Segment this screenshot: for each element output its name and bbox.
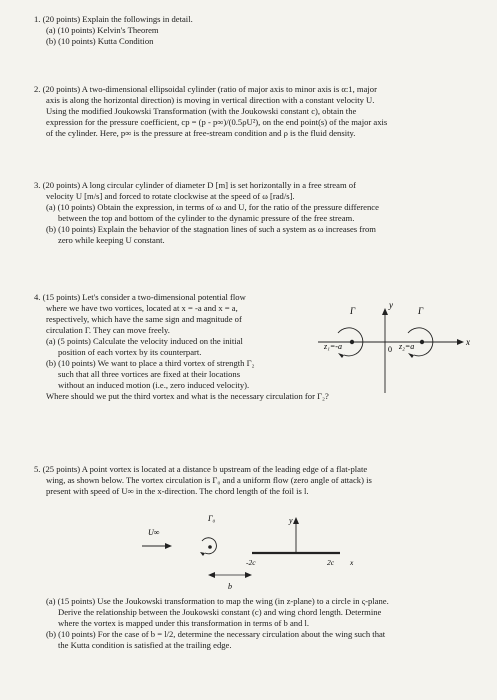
q3-line-2: velocity U [m/s] and forced to rotate clockwise at the speed of ω [rad/s]. (46, 191, 295, 201)
q2-line-1: 2. (20 points) A two-dimensional ellipsoidal cylinder (ratio of major axis to minor axis is α:1, major (34, 84, 377, 94)
x-axis-arrowhead (457, 339, 464, 345)
q4-line-1: 4. (15 points) Let's consider a two-dimensional potential flow (34, 292, 246, 302)
origin-label: 0 (388, 345, 392, 354)
q5-part-b: (b) (10 points) For the case of b = l/2, determine the necessary circulation about the wing such that (46, 629, 386, 639)
left-vortex-gamma: Γ (350, 306, 356, 316)
q2-line-3: Using the modified Joukowski Transformation (with the Joukowski constant c), obtain the (46, 106, 357, 116)
minus-2c-label: -2c (246, 558, 256, 567)
x-axis-label: x (350, 558, 354, 567)
q4-part-b-cont-1: such that all three vortices are fixed at their locations (58, 369, 241, 379)
q5-part-a: (a) (15 points) Use the Joukowski transformation to map the wing (in z-plane) to a circle in ς-plane. (46, 596, 389, 606)
q5-line-2: wing, as shown below. The vortex circulation is Γ₀ and a uniform flow (zero angle of attack) is (46, 475, 372, 485)
y-axis-label: y (289, 516, 293, 525)
q1-part-a: (a) (10 points) Kelvin's Theorem (46, 25, 159, 35)
b-dimension-arrowhead-left (208, 572, 215, 578)
q4-part-a: (a) (5 points) Calculate the velocity induced on the initial (46, 336, 243, 346)
q4-part-b: (b) (10 points) We want to place a third vortex of strength Γ₂ (46, 358, 255, 368)
vortex-point (208, 545, 212, 549)
question-5 (34, 464, 372, 497)
q2-line-2: axis is along the horizontal direction) is moving in vertical direction with a constant velocity U. (46, 95, 375, 105)
q4-part-a-cont: position of each vortex by its counterpart. (58, 347, 202, 357)
y-axis-label: y (389, 300, 393, 310)
free-stream-arrowhead (165, 543, 172, 549)
z2-label: z₂=a (399, 342, 415, 351)
z1-label: z₁=-a (324, 342, 342, 351)
plus-2c-label: 2c (327, 558, 335, 567)
b-dimension-arrowhead-right (245, 572, 252, 578)
q3-part-a: (a) (10 points) Obtain the expression, in terms of ω and U, for the ratio of the pressure difference (46, 202, 379, 212)
vortex-flat-plate-diagram (130, 505, 370, 595)
left-vortex-point (350, 340, 354, 344)
vortex-arrowhead (200, 552, 205, 556)
q5-part-a-cont-1: Derive the relationship between the Joukowski constant (c) and wing chord length. Determine (58, 607, 382, 617)
x-axis-label: x (466, 337, 470, 347)
u-inf-label: U∞ (148, 528, 160, 537)
right-vortex-arrowhead (408, 353, 414, 358)
two-vortex-diagram (300, 298, 480, 398)
q4-line-4: circulation Γ. They can move freely. (46, 325, 170, 335)
left-vortex-arrowhead (338, 353, 344, 358)
q4-part-b-cont-3: Where should we put the third vortex and what is the necessary circulation for Γ₂? (46, 391, 329, 401)
q4-line-2: where we have two vortices, located at x = -a and x = a, (46, 303, 238, 313)
q3-part-a-cont: between the top and bottom of the cylinder to the dynamic pressure of the free stream. (58, 213, 355, 223)
y-axis-arrowhead (293, 517, 299, 524)
q1-part-b: (b) (10 points) Kutta Condition (46, 36, 154, 46)
q1-title: 1. (20 points) Explain the followings in detail. (34, 14, 193, 24)
q4-part-b-cont-2: without an induced motion (i.e., zero induced velocity). (58, 380, 250, 390)
right-vortex-gamma: Γ (418, 306, 424, 316)
q3-part-b: (b) (10 points) Explain the behavior of the stagnation lines of such a system as ω increases from (46, 224, 376, 234)
q5-line-3: present with speed of U∞ in the x-direction. The chord length of the foil is l. (46, 486, 309, 496)
question-3 (34, 180, 379, 246)
b-label: b (228, 582, 232, 591)
q2-line-4: expression for the pressure coefficient, cp = (p - p∞)/(0.5ρU²), on the end point(s) of the major axis (46, 117, 388, 127)
question-5-parts (34, 596, 389, 651)
q5-line-1: 5. (25 points) A point vortex is located at a distance b upstream of the leading edge of a flat-plate (34, 464, 368, 474)
gamma0-label: Γ₀ (208, 514, 216, 523)
q2-line-5: of the cylinder. Here, p∞ is the pressure at free-stream condition and ρ is the fluid density. (46, 128, 356, 138)
q3-line-1: 3. (20 points) A long circular cylinder of diameter D [m] is set horizontally in a free stream of (34, 180, 356, 190)
q3-part-b-cont: zero while keeping U constant. (58, 235, 165, 245)
question-2 (34, 84, 387, 139)
q5-part-a-cont-2: where the vortex is mapped under this transformation in terms of b and l. (58, 618, 310, 628)
q4-line-3: respectively, which have the same sign and magnitude of (46, 314, 242, 324)
q5-part-b-cont: the Kutta condition is satisfied at the trailing edge. (58, 640, 232, 650)
question-4 (34, 292, 329, 402)
y-axis-arrowhead (382, 308, 388, 315)
question-1 (34, 14, 193, 47)
right-vortex-point (420, 340, 424, 344)
